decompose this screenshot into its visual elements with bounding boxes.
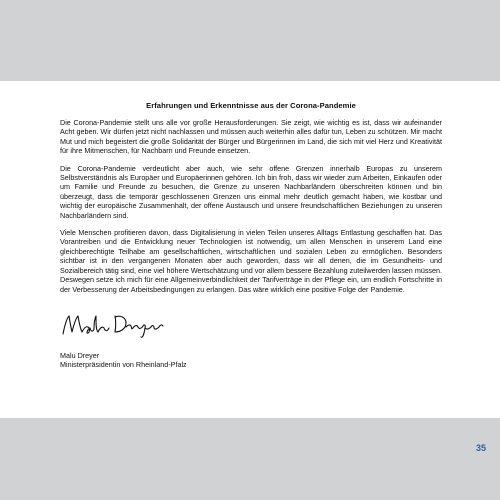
paragraph-1: Die Corona-Pandemie stellt uns alle vor große Herausforderungen. Sie zeigt, wie wichtig es ist, dass wir aufeinander Acht geben. Wir dürfen jetzt nicht nachlassen und müssen auch weiterhin alles dafür tun, Leben zu schützen. Mir macht Mut und mich begeistert die große Solidarität der Bürger und Bürgerinnen im Land, die sich mit viel Herz und Kreativität für ihre Mitmenschen, für Nachbarn und Freunde einsetzen. [60,118,442,156]
letter-body [60,101,442,370]
signer-title: Ministerpräsidentin von Rheinland-Pfalz [60,360,187,370]
top-gray-band [0,0,500,81]
paragraph-2: Die Corona-Pandemie verdeutlicht aber auch, wie sehr offene Grenzen innerhalb Europas zu unserem Selbstverständnis als Europäer und Europäerinnen gehören. Ich bin froh, dass wir wieder zum Arbeiten, Einkaufen oder um Familie und Freunde zu besuchen, die Grenze zu unseren Nachbarländern überschreiten können und bin überzeugt, dass die temporär geschlossenen Grenzen uns einmal mehr deutlich gemacht haben, wie kostbar und wichtig der europäische Zusammenhalt, der offene Austausch und unsere freundschaftlichen Beziehungen zu unseren Nachbarländern sind. [60,163,442,220]
bottom-gray-band [0,418,500,500]
page-number: 35 [475,443,486,453]
handwritten-signature [60,310,170,340]
paragraph-3: Viele Menschen profitieren davon, dass Digitalisierung in vielen Teilen unseres Alltags Entlastung geschaffen hat. Das Vorantreiben und die Entwicklung neuer Technologien ist notwendig, um allen Menschen in unserem Land eine gleichberechtigte Teilhabe am gesellschaftlichen, wirtschaftlichen und sozialen Leben zu ermöglichen. Besonders sichtbar ist in den vergangenen Monaten aber auch geworden, dass wir all denen, die im Gesundheits- und Sozialbereich tätig sind, eine viel höhere Wertschätzung und vor allem bessere Bezahlung zuteilwerden lassen müssen. Deswegen setze ich mich für eine Allgemeinverbindlichkeit der Tarifverträge in der Pflege ein, um endlich Fortschritte in der Verbesserung der Arbeitsbedingungen zu erlangen. Das wäre wirklich eine positive Folge der Pandemie. [60,228,442,294]
signer-name: Malu Dreyer [60,350,100,360]
letter-heading: Erfahrungen und Erkenntnisse aus der Corona-Pandemie [146,101,356,110]
